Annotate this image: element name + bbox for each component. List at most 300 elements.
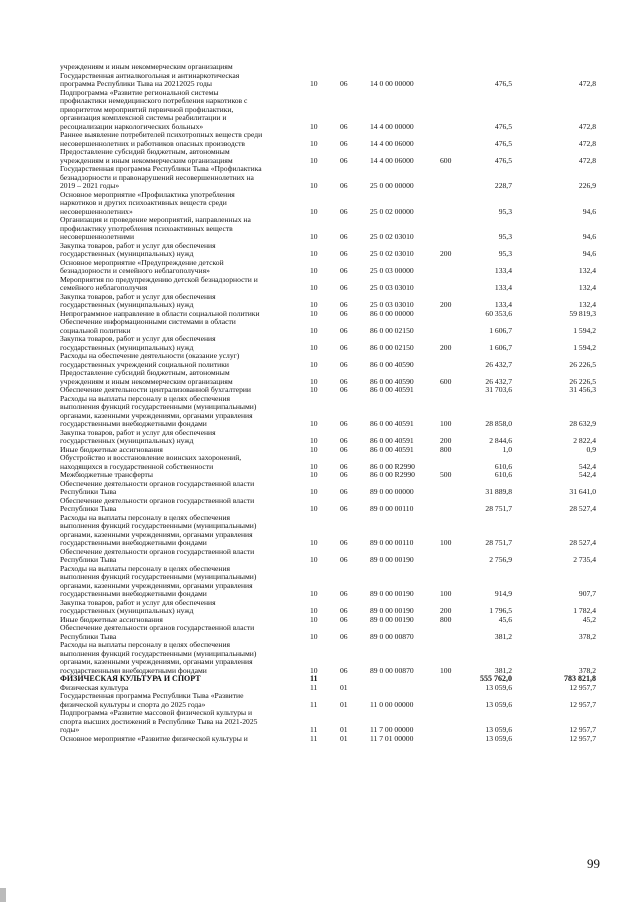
amount-2020: 133,4	[494, 283, 512, 292]
target-article-code: 86 0 00 R2990	[370, 470, 415, 479]
table-row	[0, 309, 640, 318]
table-row	[0, 368, 640, 385]
amount-2021: 28 527,4	[569, 538, 596, 547]
subsection-code: 06	[340, 555, 348, 564]
table-row	[0, 615, 640, 624]
subsection-code: 06	[340, 470, 348, 479]
table-row	[0, 547, 640, 564]
row-name	[60, 275, 305, 292]
amount-2021: 378,2	[578, 665, 596, 675]
row-name-line: Республики Тыва	[60, 504, 117, 513]
amount-2021: 542,4	[578, 470, 596, 479]
expense-type-code: 200	[440, 342, 452, 352]
table-row	[0, 317, 640, 334]
row-name-line: государственных (муниципальных) нужд	[60, 342, 194, 352]
amount-2021: 28 527,4	[569, 504, 596, 513]
table-row	[0, 71, 640, 88]
section-code: 10	[310, 283, 318, 292]
row-name-line: выполнения функций государственными (муниципальными)	[60, 402, 257, 411]
subsection-code: 06	[340, 181, 348, 190]
row-name-line: Расходы на обеспечение деятельности (оказание услуг)	[60, 351, 240, 360]
row-name	[60, 598, 305, 615]
row-name-line: Иные бюджетные ассигнования	[60, 614, 163, 624]
table-row	[0, 334, 640, 351]
row-name	[60, 564, 305, 598]
amount-2020: 95,3	[498, 232, 512, 241]
target-article-code: 86 0 00 40591	[370, 444, 414, 454]
amount-2020: 381,2	[494, 665, 512, 675]
amount-2021: 94,6	[582, 206, 596, 216]
section-code: 10	[310, 232, 318, 241]
section-code: 10	[310, 631, 318, 641]
section-code: 10	[310, 436, 318, 445]
row-name-line: Иные бюджетные ассигнования	[60, 444, 163, 454]
row-name	[60, 385, 305, 394]
row-name	[60, 130, 305, 147]
amount-2020: 476,5	[494, 138, 512, 148]
row-name	[60, 215, 305, 241]
table-row	[0, 215, 640, 241]
subsection-code: 06	[340, 385, 348, 394]
row-name	[60, 334, 305, 351]
target-article-code: 11 7 00 00000	[370, 725, 414, 734]
row-name-line: государственных (муниципальных) нужд	[60, 249, 194, 258]
row-name	[60, 734, 305, 743]
row-name-line: Основное мероприятие «Развитие физической культуры и	[60, 733, 248, 743]
row-name-line: наркотиков и других психоактивных веществ среди	[60, 198, 227, 207]
amount-2021: 472,8	[578, 121, 596, 131]
subsection-code: 06	[340, 121, 348, 131]
row-name-line: Обеспечение информационными системами в области	[60, 317, 236, 326]
subsection-code: 06	[340, 342, 348, 352]
row-name-line: спорта высших достижений в Республике Тыва на 2021-2025	[60, 716, 258, 726]
amount-2020: 26 432,7	[485, 359, 512, 369]
subsection-code: 06	[340, 325, 348, 335]
subsection-code: 06	[340, 249, 348, 258]
amount-2021: 26 226,5	[569, 376, 596, 386]
table-row	[0, 479, 640, 496]
row-name	[60, 615, 305, 624]
expense-type-code: 600	[440, 376, 452, 386]
subsection-code: 06	[340, 300, 348, 309]
amount-2021: 132,4	[578, 266, 596, 275]
amount-2021: 378,2	[578, 631, 596, 641]
row-name	[60, 445, 305, 454]
row-name-line: Основное мероприятие «Профилактика употребления	[60, 189, 235, 199]
table-row	[0, 241, 640, 258]
section-code: 10	[310, 606, 318, 615]
row-name-line: учреждениям и иным некоммерческим организациям	[60, 62, 233, 71]
page-number: 99	[587, 856, 600, 871]
amount-2020: 228,7	[494, 181, 512, 190]
row-name	[60, 71, 305, 88]
row-name-line: профилактику употребления психоактивных веществ	[60, 223, 233, 233]
section-code: 10	[310, 589, 318, 598]
table-row	[0, 513, 640, 547]
table-row	[0, 734, 640, 743]
table-row	[0, 428, 640, 445]
section-code: 11	[310, 682, 318, 692]
row-name	[60, 547, 305, 564]
row-name-line: Закупка товаров, работ и услуг для обеспечения	[60, 427, 216, 437]
target-article-code: 86 0 00 40591	[370, 436, 414, 445]
row-name	[60, 674, 305, 683]
subsection-code: 06	[340, 614, 348, 624]
row-name-line: выполнения функций государственными (муниципальными)	[60, 648, 257, 658]
subsection-code: 01	[340, 699, 348, 709]
amount-2021: 45,2	[582, 614, 596, 624]
target-article-code: 89 0 00 00190	[370, 555, 414, 564]
table-row	[0, 88, 640, 131]
table-row	[0, 496, 640, 513]
amount-2021: 0,9	[586, 444, 596, 454]
target-article-code: 25 0 03 00000	[370, 266, 414, 275]
amount-2020: 1 606,7	[489, 325, 512, 335]
row-name-line: государственными внебюджетными фондами	[60, 419, 207, 428]
row-name-line: Государственная антиалкогольная и антинаркотическая	[60, 70, 240, 80]
row-name	[60, 258, 305, 275]
amount-2020: 2 844,6	[489, 436, 512, 445]
expense-type-code: 200	[440, 249, 452, 258]
row-name	[60, 496, 305, 513]
row-name-line: семейного неблагополучия	[60, 283, 148, 292]
row-name-line: Физическая культура	[60, 682, 129, 692]
section-code: 10	[310, 300, 318, 309]
amount-2020: 95,3	[498, 206, 512, 216]
section-code: 11	[310, 674, 318, 683]
target-article-code: 11 7 01 00000	[370, 733, 414, 743]
section-code: 10	[310, 206, 318, 216]
section-code: 10	[310, 376, 318, 386]
table-row	[0, 598, 640, 615]
amount-2020: 26 432,7	[485, 376, 512, 386]
row-name-line: физической культуры и спорта до 2025 года»	[60, 699, 206, 709]
section-code: 10	[310, 181, 318, 190]
subsection-code: 06	[340, 606, 348, 615]
amount-2020: 914,9	[494, 589, 512, 598]
section-code: 10	[310, 249, 318, 258]
row-name-line: несовершеннолетних»	[60, 206, 133, 216]
section-code: 11	[310, 699, 318, 709]
amount-2021: 2 822,4	[573, 436, 596, 445]
subsection-code: 01	[340, 733, 348, 743]
subsection-code: 06	[340, 538, 348, 547]
row-name-line: Предоставление субсидий бюджетным, автономным	[60, 147, 230, 156]
row-name-line: органами, казенными учреждениями, органами управления	[60, 410, 253, 420]
amount-2020: 60 353,6	[485, 308, 512, 318]
amount-2021: 94,6	[582, 249, 596, 258]
row-name	[60, 317, 305, 334]
row-name-line: безнадзорности и правонарушений несовершеннолетних на	[60, 172, 254, 182]
table-row	[0, 164, 640, 190]
target-article-code: 89 0 00 00870	[370, 631, 414, 641]
subsection-code: 06	[340, 206, 348, 216]
amount-2020: 45,6	[498, 614, 512, 624]
row-name-line: государственными внебюджетными фондами	[60, 589, 207, 598]
subsection-code: 06	[340, 631, 348, 641]
row-name-line: Обеспечение деятельности органов государственной власти	[60, 546, 255, 556]
row-name-line: Обеспечение деятельности органов государственной власти	[60, 478, 255, 488]
row-name-line: Обеспечение деятельности органов государственной власти	[60, 495, 255, 505]
row-name-line: выполнения функций государственными (муниципальными)	[60, 521, 257, 530]
row-name	[60, 453, 305, 470]
row-name-line: Мероприятия по предупреждению детской безнадзорности и	[60, 274, 258, 284]
amount-2020: 13 059,6	[485, 682, 512, 692]
row-name-line: органами, казенными учреждениями, органами управления	[60, 529, 253, 539]
amount-2021: 542,4	[578, 461, 596, 471]
expense-type-code: 200	[440, 606, 452, 615]
subsection-code: 06	[340, 155, 348, 165]
row-name	[60, 640, 305, 674]
table-row	[0, 147, 640, 164]
section-code: 10	[310, 342, 318, 352]
section-code: 10	[310, 155, 318, 165]
row-name	[60, 368, 305, 385]
row-name-line: Раннее выявление потребителей психотропных веществ среди	[60, 130, 263, 139]
row-name-line: Непрограммное направление в области социальной политики	[60, 308, 260, 318]
row-name-line: находящихся в государственной собственности	[60, 461, 214, 471]
row-name-line: Расходы на выплаты персоналу в целях обеспечения	[60, 640, 231, 649]
amount-2021: 28 632,9	[569, 419, 596, 428]
row-name	[60, 147, 305, 164]
amount-2020: 476,5	[494, 121, 512, 131]
table-row	[0, 708, 640, 734]
target-article-code: 89 0 00 00190	[370, 614, 414, 624]
subsection-code: 01	[340, 725, 348, 734]
amount-2020: 1 606,7	[489, 342, 512, 352]
row-name-line: Закупка товаров, работ и услуг для обеспечения	[60, 240, 216, 250]
row-name-line: Обеспечение деятельности централизованной бухгалтерии	[60, 385, 251, 394]
subsection-code: 06	[340, 359, 348, 369]
amount-2020: 28 751,7	[485, 504, 512, 513]
amount-2021: 132,4	[578, 300, 596, 309]
row-name-line: государственными внебюджетными фондами	[60, 538, 207, 547]
target-article-code: 25 0 03 03010	[370, 283, 414, 292]
row-name-line: Подпрограмма «Развитие массовой физической культуры и	[60, 708, 253, 717]
row-name	[60, 479, 305, 496]
row-name	[60, 428, 305, 445]
row-name-line: Республики Тыва	[60, 631, 117, 641]
target-article-code: 11 0 00 00000	[370, 699, 414, 709]
amount-2020: 133,4	[494, 266, 512, 275]
table-row	[0, 394, 640, 428]
section-code: 11	[310, 733, 318, 743]
target-article-code: 89 0 00 00110	[370, 504, 414, 513]
section-code: 10	[310, 266, 318, 275]
amount-2020: 610,6	[494, 461, 512, 471]
expense-type-code: 600	[440, 155, 452, 165]
section-code: 10	[310, 385, 318, 394]
amount-2020: 31 889,8	[485, 487, 512, 496]
target-article-code: 89 0 00 00190	[370, 606, 414, 615]
section-code: 10	[310, 470, 318, 479]
section-code: 10	[310, 308, 318, 318]
section-code: 10	[310, 121, 318, 131]
expense-type-code: 100	[440, 538, 452, 547]
subsection-code: 06	[340, 308, 348, 318]
subsection-code: 06	[340, 589, 348, 598]
row-name-line: Государственная программа Республики Тыва «Профилактика	[60, 164, 262, 173]
subsection-code: 06	[340, 487, 348, 496]
subsection-code: 06	[340, 436, 348, 445]
table-row	[0, 453, 640, 470]
section-code: 10	[310, 359, 318, 369]
table-row	[0, 130, 640, 147]
subsection-code: 06	[340, 232, 348, 241]
section-code: 10	[310, 461, 318, 471]
amount-2021: 31 641,0	[569, 487, 596, 496]
amount-2021: 12 957,7	[569, 699, 596, 709]
target-article-code: 14 0 00 00000	[370, 79, 414, 88]
subsection-code: 06	[340, 283, 348, 292]
row-name-line: Обеспечение деятельности органов государственной власти	[60, 623, 255, 632]
target-article-code: 86 0 00 R2990	[370, 461, 415, 471]
amount-2021: 1 594,2	[573, 342, 596, 352]
amount-2021: 472,8	[578, 155, 596, 165]
amount-2021: 12 957,7	[569, 725, 596, 734]
subsection-code: 06	[340, 444, 348, 454]
row-name	[60, 164, 305, 190]
row-name-line: выполнения функций государственными (муниципальными)	[60, 572, 257, 581]
section-code: 10	[310, 487, 318, 496]
amount-2021: 472,8	[578, 138, 596, 148]
table-row	[0, 445, 640, 454]
expense-type-code: 200	[440, 300, 452, 309]
target-article-code: 86 0 00 40590	[370, 376, 414, 386]
row-name-line: Межбюджетные трансферты	[60, 470, 153, 479]
row-name	[60, 394, 305, 428]
table-row	[0, 62, 640, 71]
amount-2021: 907,7	[578, 589, 596, 598]
row-name-line: Расходы на выплаты персоналу в целях обеспечения	[60, 393, 231, 403]
section-code: 10	[310, 665, 318, 675]
expense-type-code: 800	[440, 444, 452, 454]
amount-2021: 26 226,5	[569, 359, 596, 369]
row-name	[60, 190, 305, 216]
subsection-code: 06	[340, 376, 348, 386]
amount-2021: 132,4	[578, 283, 596, 292]
section-code: 10	[310, 504, 318, 513]
row-name-line: профилактики немедицинского потребления наркотиков с	[60, 96, 248, 105]
target-article-code: 86 0 00 02150	[370, 342, 414, 352]
amount-2020: 2 756,9	[489, 555, 512, 564]
target-article-code: 14 4 00 00000	[370, 121, 414, 131]
expense-type-code: 100	[440, 665, 452, 675]
row-name-line: годы»	[60, 725, 80, 734]
subsection-code: 01	[340, 682, 348, 692]
row-name-line: Закупка товаров, работ и услуг для обеспечения	[60, 597, 216, 607]
subsection-code: 06	[340, 138, 348, 148]
amount-2021: 12 957,7	[569, 733, 596, 743]
amount-2021: 31 456,3	[569, 385, 596, 394]
amount-2021: 1 782,4	[573, 606, 596, 615]
row-name	[60, 292, 305, 309]
row-name-line: Организация и проведение мероприятий, направленных на	[60, 215, 251, 224]
table-row	[0, 470, 640, 479]
amount-2021: 226,9	[578, 181, 596, 190]
amount-2020: 555 762,0	[480, 674, 512, 683]
table-row	[0, 258, 640, 275]
amount-2020: 28 858,0	[485, 419, 512, 428]
amount-2020: 476,5	[494, 79, 512, 88]
target-article-code: 25 0 00 00000	[370, 181, 414, 190]
subsection-code: 06	[340, 79, 348, 88]
amount-2020: 476,5	[494, 155, 512, 165]
row-name	[60, 708, 305, 734]
table-row	[0, 683, 640, 692]
amount-2020: 28 751,7	[485, 538, 512, 547]
section-code: 11	[310, 725, 318, 734]
row-name	[60, 683, 305, 692]
target-article-code: 89 0 00 00110	[370, 538, 414, 547]
section-code: 10	[310, 79, 318, 88]
amount-2020: 133,4	[494, 300, 512, 309]
row-name-line: программа Республики Тыва на 20212025 годы	[60, 79, 212, 88]
row-name-line: учреждениям и иным некоммерческим организациям	[60, 155, 233, 165]
row-name	[60, 470, 305, 479]
row-name-line: приоритетом мероприятий первичной профилактики,	[60, 104, 234, 114]
table-row	[0, 292, 640, 309]
section-code: 10	[310, 419, 318, 428]
target-article-code: 14 4 00 06000	[370, 155, 414, 165]
row-name-line: несовершеннолетних и работников опасных производств	[60, 138, 245, 148]
row-name-line: Закупка товаров, работ и услуг для обеспечения	[60, 291, 216, 301]
target-article-code: 14 4 00 06000	[370, 138, 414, 148]
section-code: 10	[310, 325, 318, 335]
table-row	[0, 190, 640, 216]
table-row	[0, 691, 640, 708]
amount-2020: 13 059,6	[485, 733, 512, 743]
target-article-code: 89 0 00 00190	[370, 589, 414, 598]
row-name-line: Основное мероприятие «Предупреждение детской	[60, 257, 224, 267]
target-article-code: 89 0 00 00870	[370, 665, 414, 675]
target-article-code: 25 0 03 03010	[370, 300, 414, 309]
row-name-line: ресоциализации наркологических больных»	[60, 121, 204, 131]
target-article-code: 86 0 00 40590	[370, 359, 414, 369]
row-name-line: несовершеннолетними	[60, 232, 135, 241]
row-name-line: Закупка товаров, работ и услуг для обеспечения	[60, 334, 216, 343]
table-row	[0, 351, 640, 368]
target-article-code: 86 0 00 40591	[370, 419, 414, 428]
row-name-line: безнадзорности и семейного неблагополучия»	[60, 266, 210, 275]
subsection-code: 06	[340, 419, 348, 428]
row-name-line: Республики Тыва	[60, 487, 117, 496]
target-article-code: 25 0 02 03010	[370, 232, 414, 241]
row-name	[60, 62, 305, 71]
row-name	[60, 623, 305, 640]
section-code: 10	[310, 444, 318, 454]
row-name-line: Расходы на выплаты персоналу в целях обеспечения	[60, 563, 231, 573]
row-name-line: Подпрограмма «Развитие региональной системы	[60, 87, 219, 97]
amount-2021: 472,8	[578, 79, 596, 88]
target-article-code: 25 0 02 00000	[370, 206, 414, 216]
amount-2020: 381,2	[494, 631, 512, 641]
amount-2020: 95,3	[498, 249, 512, 258]
expense-type-code: 100	[440, 419, 452, 428]
amount-2021: 2 735,4	[573, 555, 596, 564]
row-name-line: ФИЗИЧЕСКАЯ КУЛЬТУРА И СПОРТ	[60, 674, 201, 683]
row-name-line: государственными внебюджетными фондами	[60, 665, 207, 675]
expense-type-code: 800	[440, 614, 452, 624]
row-name-line: Обустройство и восстановление воинских захоронений,	[60, 453, 242, 462]
row-name-line: Республики Тыва	[60, 555, 117, 564]
subsection-code: 06	[340, 665, 348, 675]
table-row	[0, 275, 640, 292]
expense-type-code: 200	[440, 436, 452, 445]
target-article-code: 86 0 00 02150	[370, 325, 414, 335]
row-name-line: Расходы на выплаты персоналу в целях обеспечения	[60, 512, 231, 522]
amount-2021: 94,6	[582, 232, 596, 241]
